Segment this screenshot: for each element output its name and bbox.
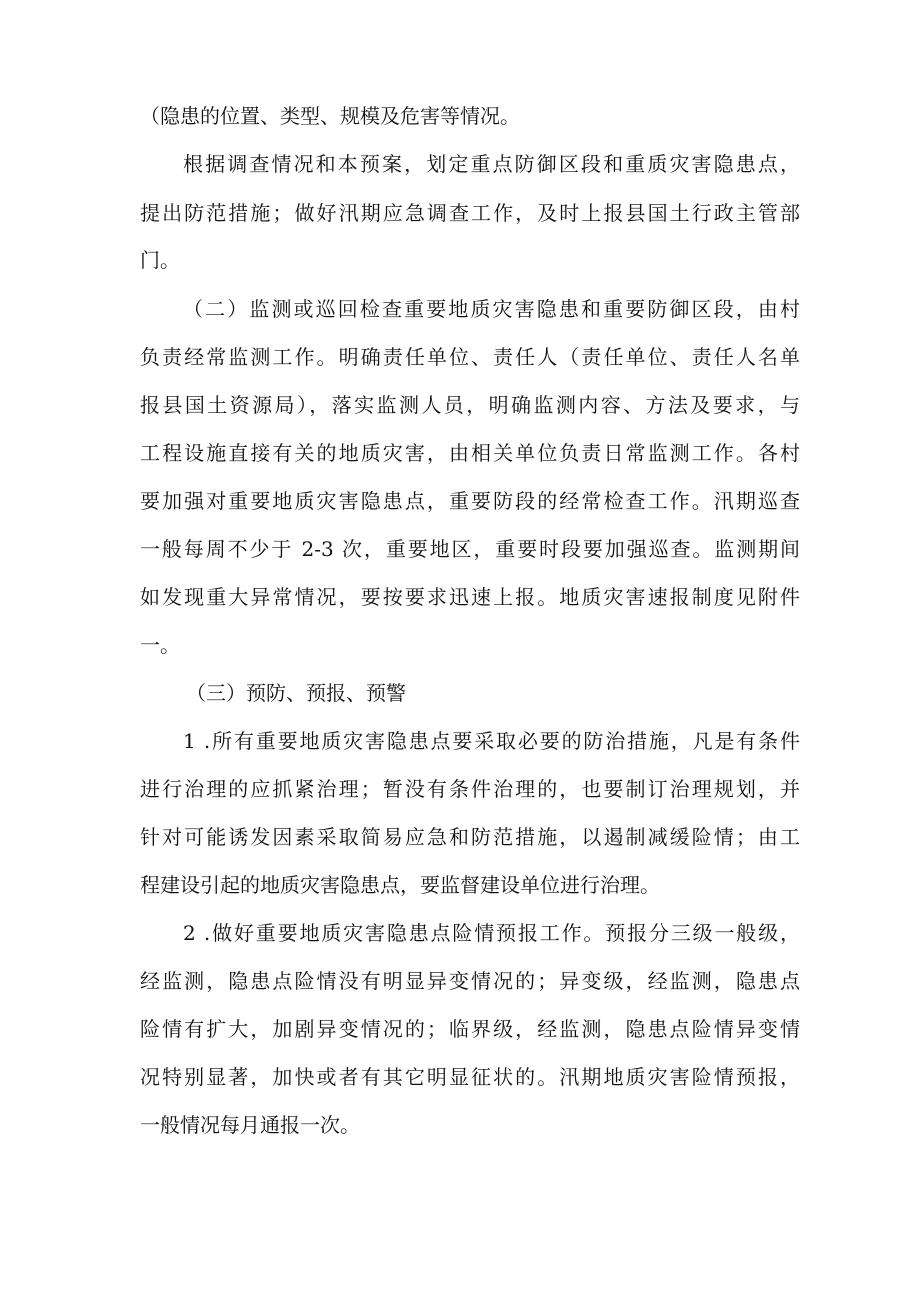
text-line: 进行治理的应抓紧治理；暂没有条件治理的，也要制订治理规划，并 [140, 777, 800, 801]
text-line: 一。 [140, 633, 180, 657]
text-line: 要加强对重要地质灾害隐患点，重要防段的经常检查工作。汛期巡查 [140, 489, 800, 513]
text-line: 根据调查情况和本预案，划定重点防御区段和重质灾害隐患点， [183, 152, 800, 176]
text-line: 针对可能诱发因素采取简易应急和防范措施，以遏制减缓险情；由工 [140, 825, 800, 849]
text-line: 一般每周不少于 2-3 次，重要地区，重要时段要加强巡查。监测期间 [140, 537, 800, 561]
text-line: 况特别显著，加快或者有其它明显征状的。汛期地质灾害险情预报， [140, 1065, 800, 1089]
text-line: 经监测，隐患点险情没有明显异变情况的；异变级，经监测，隐患点 [140, 969, 800, 993]
section-heading: （三）预防、预报、预警 [186, 681, 406, 705]
text-line: 门。 [140, 248, 180, 272]
text-line: 工程设施直接有关的地质灾害，由相关单位负责日常监测工作。各村 [140, 441, 800, 465]
text-line: 如发现重大异常情况，要按要求迅速上报。地质灾害速报制度见附件 [140, 585, 800, 609]
text-line: 程建设引起的地质灾害隐患点，要监督建设单位进行治理。 [140, 873, 660, 897]
text-line: 负责经常监测工作。明确责任单位、责任人（责任单位、责任人名单 [140, 345, 800, 369]
text-line: 报县国土资源局），落实监测人员，明确监测内容、方法及要求，与 [140, 393, 800, 417]
text-line: 提出防范措施；做好汛期应急调查工作，及时上报县国土行政主管部 [140, 201, 800, 225]
text-line: 一般情况每月通报一次。 [140, 1113, 360, 1137]
text-line: （隐患的位置、类型、规模及危害等情况。 [140, 104, 520, 128]
text-line: 2 .做好重要地质灾害隐患点险情预报工作。预报分三级一般级， [183, 921, 800, 945]
text-line: （二）监测或巡回检查重要地质灾害隐患和重要防御区段，由村 [183, 297, 800, 321]
text-line: 1 .所有重要地质灾害隐患点要采取必要的防治措施，凡是有条件 [183, 729, 800, 753]
text-line: 险情有扩大，加剧异变情况的；临界级，经监测，隐患点险情异变情 [140, 1017, 800, 1041]
